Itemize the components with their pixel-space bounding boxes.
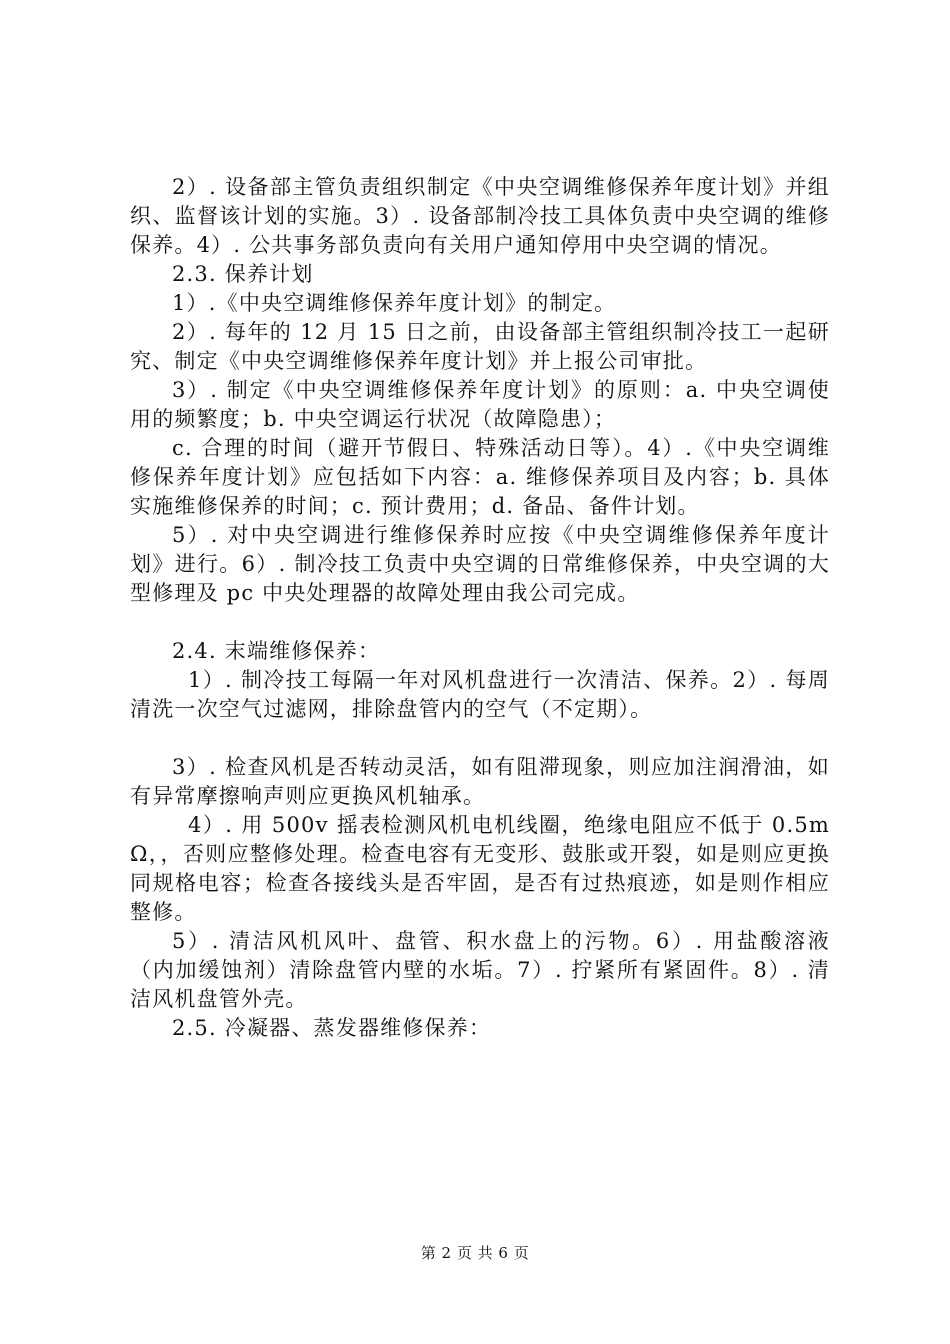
paragraph-responsibilities: 2）. 设备部主管负责组织制定《中央空调维修保养年度计划》并组织、监督该计划的实施。3）. 设备部制冷技工具体负责中央空调的维修保养。4）. 公共事务部负责向有关用户通知停用中央空调的情况。 [130, 175, 830, 257]
paragraph-fan-inspection: 3）. 检查风机是否转动灵活，如有阻滞现象，则应加注润滑油，如有异常摩擦响声则应更换风机轴承。 [130, 755, 830, 808]
paragraph-cleaning-steps: 5）. 清洁风机风叶、盘管、积水盘上的污物。6）. 用盐酸溶液（内加缓蚀剂）清除盘管内壁的水垢。7）. 拧紧所有紧固件。8）. 清洁风机盘管外壳。 [130, 929, 830, 1011]
document-body [130, 173, 830, 1043]
paragraph-fan-coil-cleaning: 1）. 制冷技工每隔一年对风机盘进行一次清洁、保养。2）. 每周清洗一次空气过滤网，排除盘管内的空气（不定期）。 [130, 668, 830, 721]
heading-condenser-evaporator: 2.5. 冷凝器、蒸发器维修保养： [172, 1016, 492, 1040]
paragraph-plan-principles: 3）. 制定《中央空调维修保养年度计划》的原则：a. 中央空调使用的频繁度；b. 中央空调运行状况（故障隐患）； [130, 378, 830, 431]
paragraph-insulation-test: 4）. 用 500v 摇表检测风机电机线圈，绝缘电阻应不低于 0.5mΩ，，否则应整修处理。检查电容有无变形、鼓胀或开裂，如是则应更换同规格电容；检查各接线头是否牢固，是否有过热痕迹，如是则作相应整修。 [130, 813, 830, 924]
paragraph-plan-formulation: 1）.《中央空调维修保养年度计划》的制定。 [172, 291, 617, 315]
heading-terminal-maintenance: 2.4. 末端维修保养： [172, 639, 381, 663]
heading-maintenance-plan: 2.3. 保养计划 [172, 262, 314, 286]
page-number-footer: 第 2 页 共 6 页 [420, 1244, 530, 1262]
paragraph-plan-contents: c. 合理的时间（避开节假日、特殊活动日等）。4）.《中央空调维修保养年度计划》应包括如下内容：a. 维修保养项目及内容；b. 具体实施维修保养的时间；c. 预计费用；d. 备品、备件计划。 [130, 436, 830, 518]
paragraph-plan-execution: 5）. 对中央空调进行维修保养时应按《中央空调维修保养年度计划》进行。6）. 制冷技工负责中央空调的日常维修保养，中央空调的大型修理及 pc 中央处理器的故障处理由我公司完成。 [130, 523, 830, 605]
paragraph-plan-deadline: 2）. 每年的 12 月 15 日之前，由设备部主管组织制冷技工一起研究、制定《中央空调维修保养年度计划》并上报公司审批。 [130, 320, 830, 373]
